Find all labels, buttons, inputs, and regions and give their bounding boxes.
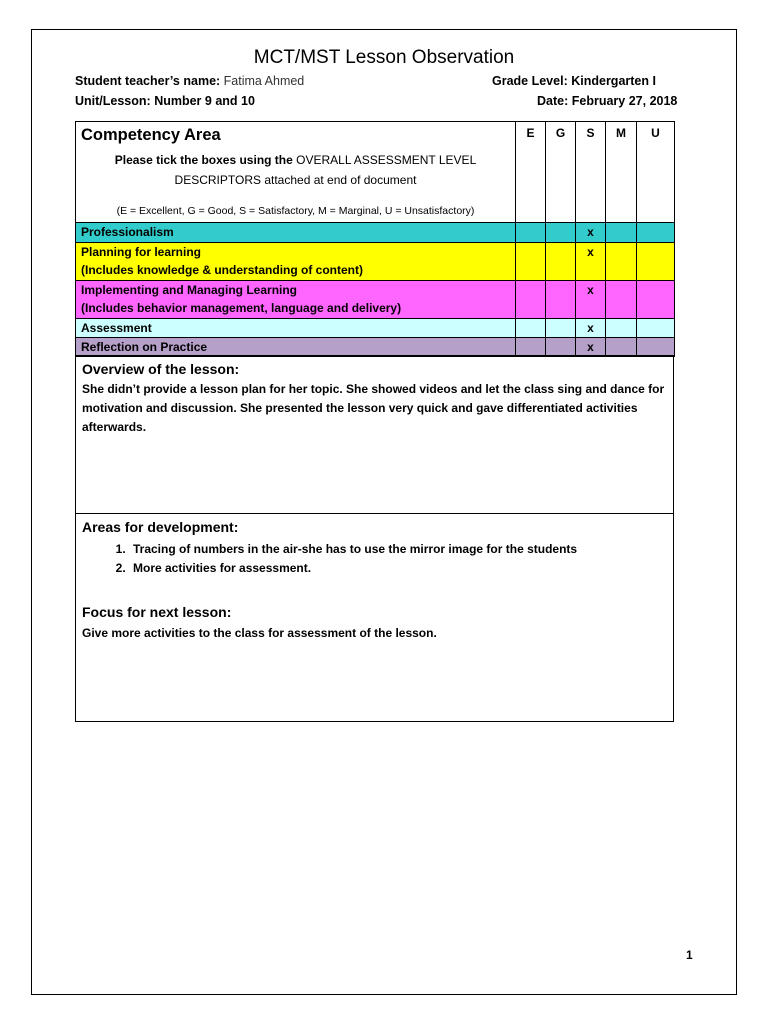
column-header-m: M [606, 122, 637, 223]
competency-row-label [76, 243, 516, 281]
competency-table [75, 121, 675, 357]
instruction-part-2: OVERALL ASSESSMENT LEVEL [296, 153, 477, 167]
column-header-e: E [516, 122, 546, 223]
competency-row-reflection [76, 338, 675, 357]
column-header-u: U [637, 122, 675, 223]
date-line [537, 94, 677, 108]
unit-lesson-line [75, 94, 255, 108]
rating-cell-e[interactable] [516, 281, 546, 319]
rating-cell-e[interactable] [516, 319, 546, 338]
competency-row-line2: (Includes knowledge & understanding of content) [81, 263, 364, 277]
rating-cell-g[interactable] [546, 338, 576, 357]
rating-cell-e[interactable] [516, 223, 546, 243]
document-title: MCT/MST Lesson Observation [253, 47, 515, 68]
rating-cell-g[interactable] [546, 319, 576, 338]
date-label: Date: [537, 94, 569, 108]
competency-row-label [76, 319, 516, 338]
rating-cell-m[interactable] [606, 319, 637, 338]
rating-cell-u[interactable] [637, 243, 675, 281]
overview-heading: Overview of the lesson: [82, 361, 240, 377]
column-header-s: S [576, 122, 606, 223]
grade-level-value: Kindergarten I [571, 74, 656, 88]
instruction-part-1: Please tick the boxes using the [114, 153, 293, 167]
rating-cell-u[interactable] [637, 223, 675, 243]
competency-row-line1: Professionalism [81, 225, 174, 239]
competency-row-label [76, 281, 516, 319]
rating-cell-m[interactable] [606, 338, 637, 357]
rating-cell-e[interactable] [516, 338, 546, 357]
overview-section [75, 355, 674, 514]
rating-cell-m[interactable] [606, 281, 637, 319]
instruction-part-3: DESCRIPTORS [174, 173, 261, 187]
rating-cell-g[interactable] [546, 281, 576, 319]
overview-text: She didn’t provide a lesson plan for her topic. She showed videos and let the class sing and dance for motivation and discussion. She presented the lesson very quick and gave differentiated activities afterwards. [82, 382, 665, 434]
rating-cell-s[interactable]: x [576, 243, 606, 281]
student-name-line [75, 74, 304, 88]
rating-cell-u[interactable] [637, 281, 675, 319]
competency-header-cell [76, 122, 516, 223]
competency-row-professionalism [76, 223, 675, 243]
rating-cell-e[interactable] [516, 243, 546, 281]
rating-cell-g[interactable] [546, 223, 576, 243]
unit-lesson-value: Number 9 and 10 [154, 94, 255, 108]
instruction-part-4: attached at end of document [264, 173, 417, 187]
unit-lesson-label: Unit/Lesson: [75, 94, 151, 108]
student-name-label: Student teacher’s name: [75, 74, 221, 88]
competency-row-label [76, 338, 516, 357]
rating-cell-u[interactable] [637, 319, 675, 338]
competency-row-label [76, 223, 516, 243]
grade-level-label: Grade Level: [492, 74, 568, 88]
competency-row-line2: (Includes behavior management, language and delivery) [81, 301, 402, 315]
competency-row-assessment [76, 319, 675, 338]
focus-text: Give more activities to the class for assessment of the lesson. [82, 626, 437, 640]
rating-cell-u[interactable] [637, 338, 675, 357]
competency-header-row [76, 122, 675, 223]
date-value: February 27, 2018 [571, 94, 678, 108]
list-item: 1. Tracing of numbers in the air-she has to use the mirror image for the students [129, 540, 667, 559]
competency-row-line1: Implementing and Managing Learning [81, 283, 298, 297]
rating-cell-m[interactable] [606, 243, 637, 281]
focus-heading: Focus for next lesson: [82, 604, 232, 620]
competency-row-planning [76, 243, 675, 281]
rating-legend: (E = Excellent, G = Good, S = Satisfactory, M = Marginal, U = Unsatisfactory) [116, 205, 475, 217]
grade-level-line [492, 74, 656, 88]
rating-cell-s[interactable]: x [576, 281, 606, 319]
rating-cell-s[interactable]: x [576, 319, 606, 338]
competency-title: Competency Area [81, 126, 221, 144]
competency-row-line1: Assessment [81, 321, 152, 335]
development-heading: Areas for development: [82, 519, 239, 535]
competency-instructions [81, 150, 510, 190]
competency-row-line1: Reflection on Practice [81, 340, 208, 354]
rating-cell-s[interactable]: x [576, 338, 606, 357]
competency-row-line1: Planning for learning [81, 245, 202, 259]
student-name-value: Fatima Ahmed [223, 74, 305, 88]
list-item: 2. More activities for assessment. [129, 559, 667, 578]
development-section [75, 513, 674, 722]
page-number: 1 [686, 948, 693, 962]
rating-cell-m[interactable] [606, 223, 637, 243]
rating-cell-g[interactable] [546, 243, 576, 281]
development-list [82, 540, 667, 578]
competency-row-implementing [76, 281, 675, 319]
column-header-g: G [546, 122, 576, 223]
rating-cell-s[interactable]: x [576, 223, 606, 243]
